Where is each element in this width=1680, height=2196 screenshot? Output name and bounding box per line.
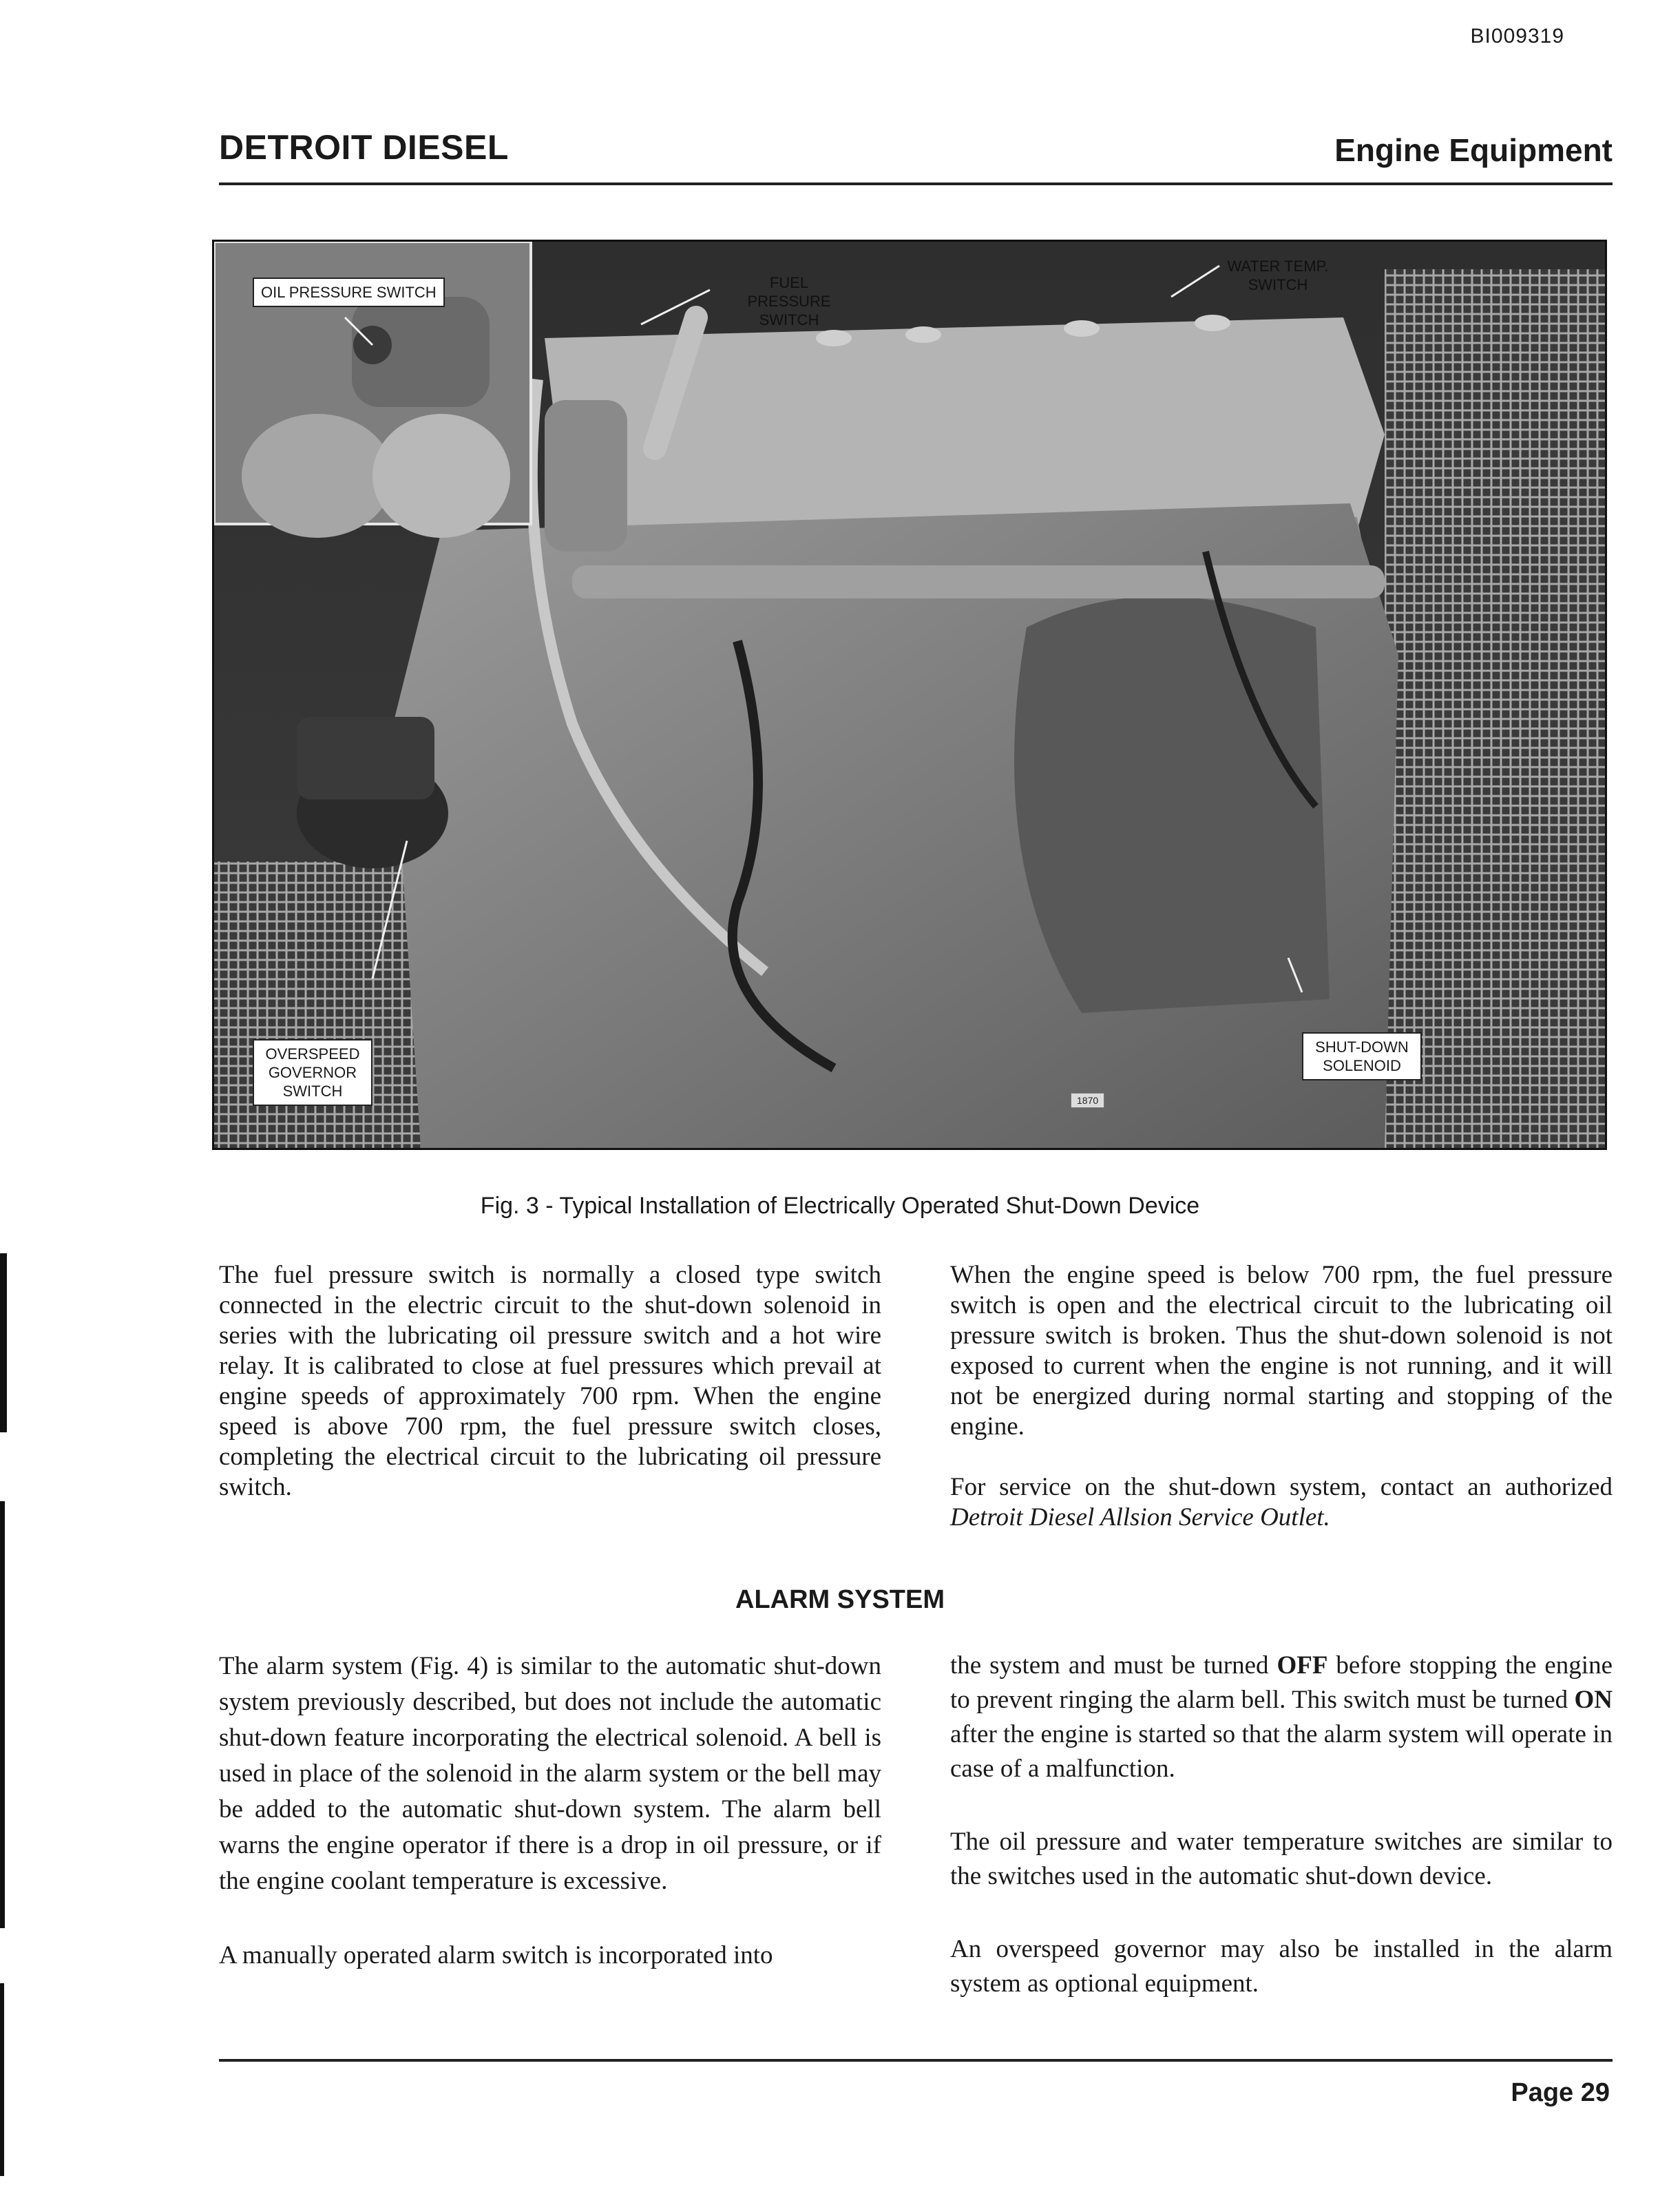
engine-illustration bbox=[214, 242, 1605, 1148]
label-fuel-pressure-switch: FUEL PRESSURE SWITCH bbox=[747, 274, 831, 328]
paragraph-service bbox=[950, 1472, 1613, 1533]
section-title: Engine Equipment bbox=[1334, 132, 1613, 168]
paragraph: When the engine speed is below 700 rpm, the fuel pressure switch is open and the electrical circuit to the lubricating oil pressure switch is broken. Thus the shut-down solenoid is not exposed to current when the engine is not running, and it will not be energized during normal starting and stopping of the engine. bbox=[950, 1261, 1613, 1441]
label-oil-pressure-switch: OIL PRESSURE SWITCH bbox=[253, 278, 445, 307]
negative-number: 1870 bbox=[1071, 1093, 1104, 1108]
label-overspeed-governor-switch: OVERSPEED GOVERNOR SWITCH bbox=[253, 1039, 372, 1106]
on-keyword: ON bbox=[1574, 1686, 1613, 1714]
text-run: after the engine is started so that the alarm system will operate in case of a malfunction. bbox=[950, 1720, 1613, 1783]
exhaust-housing bbox=[1014, 596, 1330, 1013]
scan-edge-mark bbox=[0, 1253, 7, 1432]
paragraph: The oil pressure and water temperature switches are similar to the switches used in the automatic shut-down device. bbox=[950, 1828, 1613, 1890]
paragraph: The alarm system (Fig. 4) is similar to the automatic shut-down system previously described, but does not include the automatic shut-down feature incorporating the electrical solenoid. A bell is used in place of the solenoid in the alarm system or the bell may be added to the automatic shut-down system. The alarm bell warns the engine operator if there is a drop in oil pressure, or if the engine coolant temperature is excessive. bbox=[219, 1652, 881, 1895]
engine-photo bbox=[212, 240, 1607, 1150]
paragraph-switch bbox=[950, 1649, 1613, 1786]
document-id: BI009319 bbox=[1470, 25, 1564, 48]
page-header bbox=[219, 127, 1613, 185]
label-water-temp-switch: WATER TEMP. SWITCH bbox=[1227, 258, 1329, 293]
paragraph: A manually operated alarm switch is incorporated into bbox=[219, 1941, 773, 1969]
off-keyword: OFF bbox=[1277, 1651, 1328, 1680]
footer-rule bbox=[219, 2059, 1613, 2062]
service-outlet-name: Detroit Diesel Allsion Service Outlet. bbox=[950, 1503, 1330, 1531]
column-right-bottom bbox=[950, 1649, 1613, 2040]
paragraph: The fuel pressure switch is normally a closed type switch connected in the electric circuit to the shut-down solenoid in series with the lubricating oil pressure switch and a hot wire relay. It is calibrated to close at fuel pressures which prevail at engine speeds of approximately 700 rpm. When the engine speed is above 700 rpm, the fuel pressure switch closes, completing the electrical circuit to the lubricating oil pressure switch. bbox=[219, 1261, 881, 1501]
brand-title: DETROIT DIESEL bbox=[219, 128, 509, 167]
paragraph: An overspeed governor may also be installed in the alarm system as optional equipment. bbox=[950, 1935, 1613, 1998]
label-shut-down-solenoid: SHUT-DOWN SOLENOID bbox=[1302, 1032, 1422, 1080]
scan-edge-mark bbox=[0, 1983, 4, 2176]
scan-edge-mark bbox=[0, 1501, 5, 1928]
section-heading-alarm: ALARM SYSTEM bbox=[735, 1585, 945, 1614]
page-number: Page 29 bbox=[1511, 2078, 1610, 2107]
column-left-top bbox=[219, 1260, 881, 1533]
text-run: For service on the shut-down system, contact an authorized bbox=[950, 1473, 1613, 1501]
text-run: before stopping the engine to prevent ringing the alarm bell. This switch must be turned bbox=[950, 1651, 1613, 1714]
text-run: the system and must be turned bbox=[950, 1651, 1277, 1680]
column-left-bottom bbox=[219, 1649, 881, 2012]
figure-caption: Fig. 3 - Typical Installation of Electrically Operated Shut-Down Device bbox=[480, 1193, 1200, 1219]
radiator-grille bbox=[1385, 269, 1605, 1148]
column-right-top bbox=[950, 1260, 1613, 1563]
